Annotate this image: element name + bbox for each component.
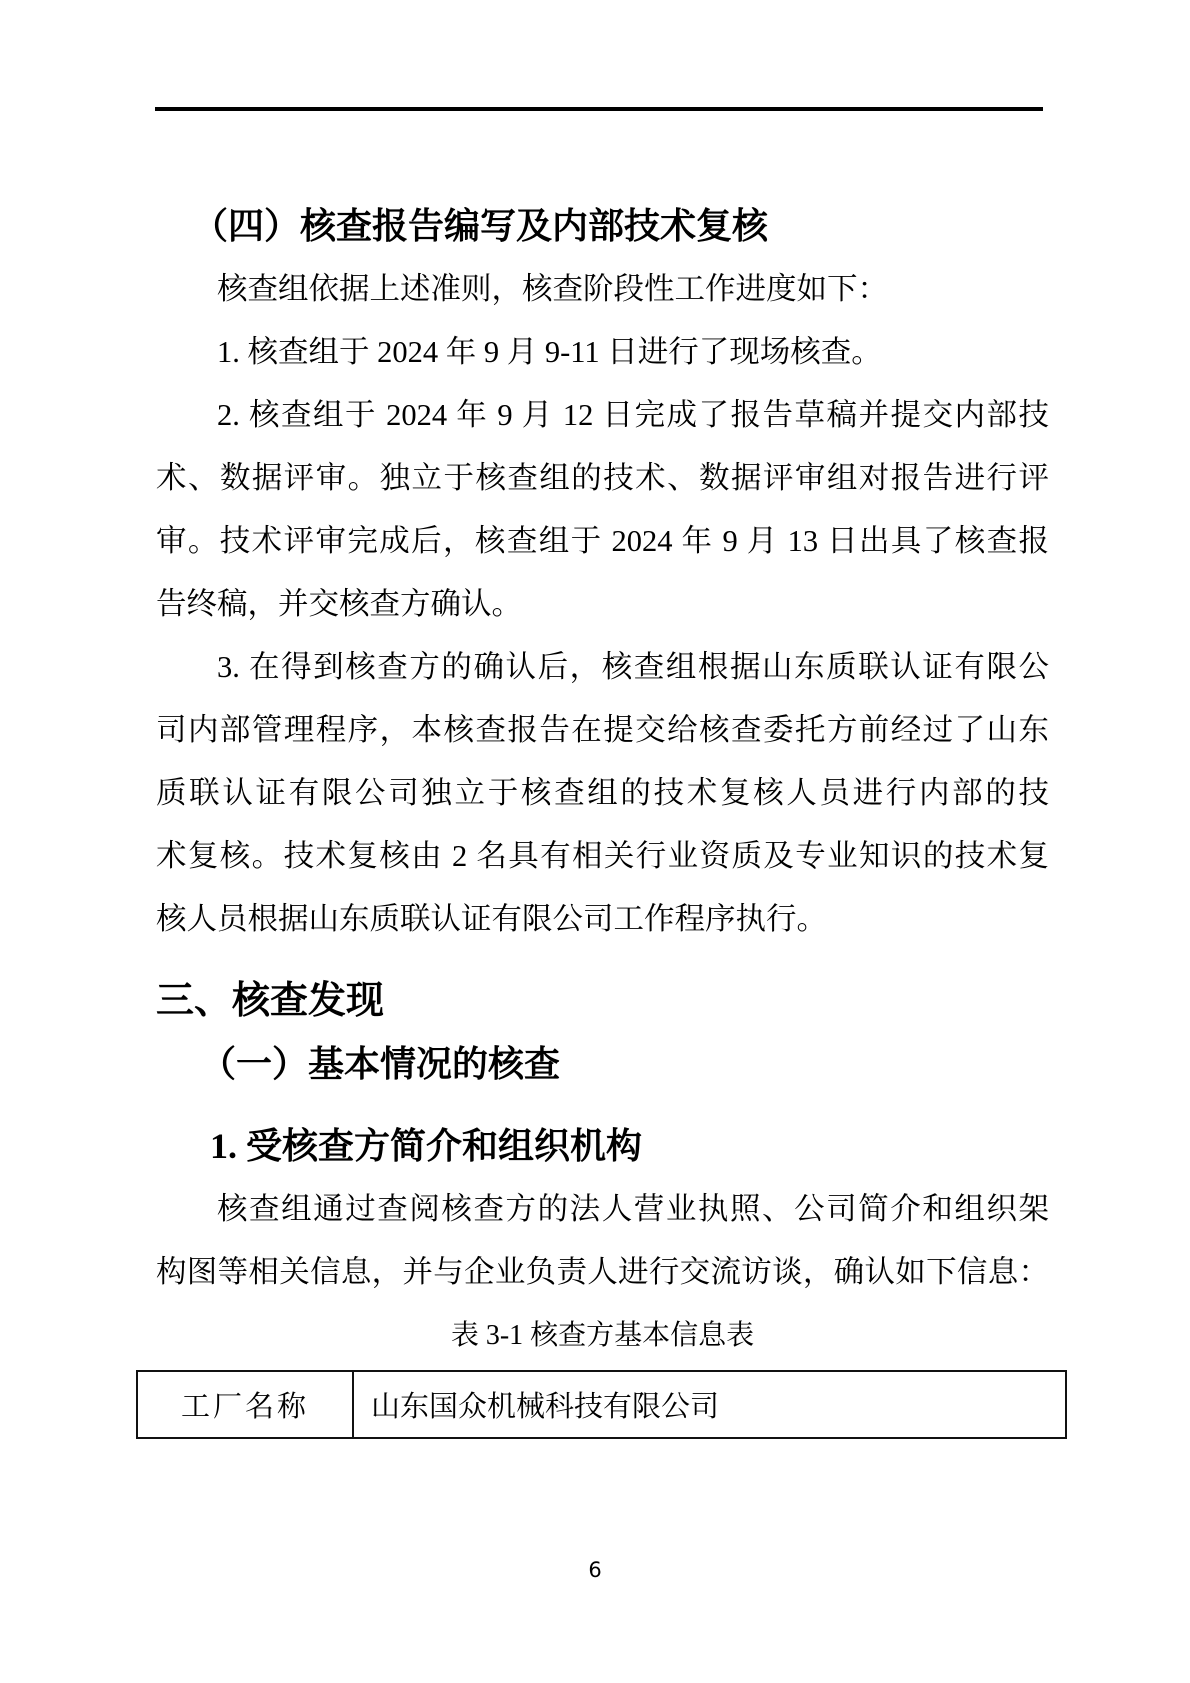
list-item-2-line: 审。技术评审完成后，核查组于 2024 年 9 月 13 日出具了核查报 (156, 524, 1049, 558)
intro-paragraph-line: 核查组依据上述准则，核查阶段性工作进度如下： (217, 272, 888, 306)
list-item-2-line: 2. 核查组于 2024 年 9 月 12 日完成了报告草稿并提交内部技 (217, 398, 1049, 432)
list-item-1-line: 1. 核查组于 2024 年 9 月 9-11 日进行了现场核查。 (217, 335, 882, 369)
heading-section-3-1: （一）基本情况的核查 (200, 1044, 561, 1084)
document-body (156, 195, 1049, 1439)
header-rule (155, 107, 1043, 111)
list-item-3-line: 术复核。技术复核由 2 名具有相关行业资质及专业知识的技术复 (156, 839, 1049, 873)
list-item-3-line: 司内部管理程序，本核查报告在提交给核查委托方前经过了山东 (156, 713, 1049, 747)
factory-name-label: 工厂名称 (137, 1371, 353, 1438)
heading-section-3-1-1: 1. 受核查方简介和组织机构 (210, 1126, 643, 1166)
heading-section-4: （四）核查报告编写及内部技术复核 (192, 206, 769, 246)
heading-section-3: 三、核查发现 (156, 980, 385, 1022)
basic-info-paragraph-line: 构图等相关信息，并与企业负责人进行交流访谈，确认如下信息： (156, 1255, 1049, 1289)
list-item-3-line: 核人员根据山东质联认证有限公司工作程序执行。 (156, 902, 827, 936)
list-item-3-line: 质联认证有限公司独立于核查组的技术复核人员进行内部的技 (156, 776, 1049, 810)
list-item-2-line: 告终稿，并交核查方确认。 (156, 587, 522, 621)
page-footer (0, 1558, 1190, 1582)
page-number: 6 (588, 1558, 602, 1582)
list-item-3-line: 3. 在得到核查方的确认后，核查组根据山东质联认证有限公 (217, 650, 1049, 684)
list-item-2-line: 术、数据评审。独立于核查组的技术、数据评审组对报告进行评 (156, 461, 1049, 495)
basic-info-table (136, 1370, 1067, 1439)
table-caption: 表 3-1 核查方基本信息表 (450, 1320, 755, 1351)
basic-info-paragraph-line: 核查组通过查阅核查方的法人营业执照、公司简介和组织架 (217, 1192, 1049, 1226)
table-row-factory-name (137, 1371, 1066, 1438)
factory-name-value: 山东国众机械科技有限公司 (353, 1371, 1066, 1438)
